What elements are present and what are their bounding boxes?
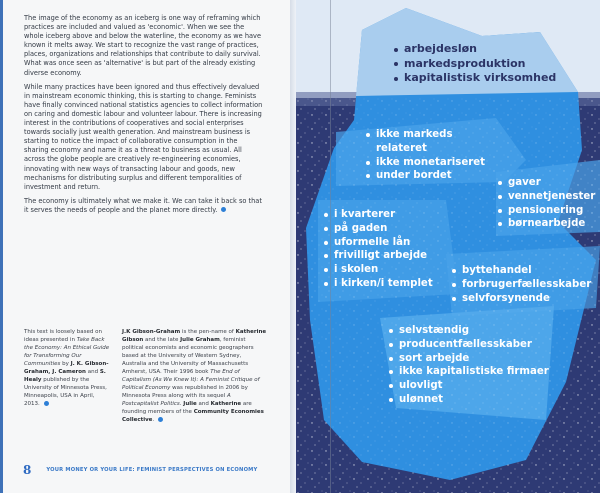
end-mark-icon	[44, 401, 49, 406]
below-water-group-d	[452, 264, 591, 305]
iceberg-illustration	[296, 0, 600, 493]
paragraph-2: While many practices have been ignored and thus effectively devalued in mainstream economic thinking, this is starting to change. Feminists have finally convinced national statistics agencies to collect information on caring and domestic labour and volunteer labour. There is increasing interest in the contributions of cooperatives and social enterprises towards socially just wealth generation. And mainstream business is starting to notice the impact of collaborative consumption in the sharing economy and name it as a threat to business as usual. All across the globe people are creatively re-engineering economies, innovating with new ways of transacting labour and goods, new mechanisms for distributing surplus and different temporalities of investment and return.	[24, 82, 263, 191]
below-water-group-a	[366, 128, 485, 183]
paragraph-3-text: The economy is ultimately what we make it. We can take it back so that it serves the needs of people and the planet more directly.	[24, 196, 262, 214]
page-footer	[23, 463, 258, 477]
list-item: sort arbejde	[389, 352, 549, 366]
bio-name: Julie Graham	[180, 337, 220, 343]
list-item: byttehandel	[452, 264, 591, 278]
bio-text: and	[196, 401, 211, 407]
bio-text: .	[152, 417, 155, 423]
list-item: børnearbejde	[498, 217, 595, 231]
list-item: producentfællesskaber	[389, 338, 549, 352]
end-mark-icon	[158, 417, 163, 422]
body-text	[24, 14, 264, 220]
page-gutter	[330, 0, 331, 493]
author-names: J. K. Gibson-Graham, J. Cameron	[24, 361, 109, 375]
bio-text: and the late	[143, 337, 181, 343]
bio-text: are founding members of the	[122, 401, 252, 415]
list-item: på gaden	[324, 222, 433, 236]
bio-text: was republished in 2006 by Minnesota Press along with its sequel	[122, 385, 248, 399]
list-item: pensionering	[498, 204, 595, 218]
list-item: ulønnet	[389, 393, 549, 407]
list-item: i kvarterer	[324, 208, 433, 222]
end-mark-icon	[221, 207, 226, 212]
list-item: selvforsynende	[452, 292, 591, 306]
bio-name: Katherine	[210, 401, 242, 407]
list-item: kapitalistisk virksomhed	[394, 71, 556, 86]
bio-name: Julie	[183, 401, 197, 407]
list-item: ikke monetariseret	[366, 156, 485, 170]
book-title: A Postcapitalist Politics.	[122, 393, 231, 407]
bio-name: Community Economies Collective	[122, 409, 264, 423]
author-bio	[122, 328, 267, 424]
below-water-group-c	[324, 208, 433, 291]
list-item: under bordet	[366, 169, 485, 183]
bio-name: Katherine Gibson	[122, 329, 267, 343]
note-text: and	[85, 369, 100, 375]
list-item: ikke markeds relateret	[366, 128, 466, 156]
above-water-list	[394, 42, 556, 86]
book-title: The End of Capitalism (As We Knew It): A Feminist Critique of Political Economy	[122, 369, 260, 391]
list-item: uformelle lån	[324, 236, 433, 250]
list-item: selvstændig	[389, 324, 549, 338]
bio-text: is the pen-name of	[180, 329, 236, 335]
paragraph-3	[24, 197, 264, 215]
running-title: YOUR MONEY OR YOUR LIFE: FEMINIST PERSPECTIVES ON ECONOMY	[46, 467, 258, 473]
list-item: i skolen	[324, 263, 433, 277]
list-item: ikke kapitalistiske firmaer	[389, 365, 549, 379]
book-title: Take Back the Economy: An Ethical Guide for Transforming Our Communities	[24, 337, 110, 367]
note-text: by	[60, 361, 71, 367]
list-item: markedsproduktion	[394, 57, 556, 72]
list-item: arbejdesløn	[394, 42, 556, 57]
note-text: published by the University of Minnesota Press, Minneapolis, USA in April, 2013.	[24, 377, 107, 407]
left-page	[0, 0, 290, 493]
below-water-group-b	[498, 176, 595, 231]
page-number: 8	[23, 463, 32, 477]
note-text: This text is loosely based on ideas presented in	[24, 329, 102, 343]
author-name: S. Healy	[24, 369, 106, 383]
bio-text: , feminist political economists and economic geographers based at the University of Western Sydney, Australia and the University of Massachusetts Amherst, USA. Their 1996 book	[122, 337, 254, 375]
bio-name: J.K Gibson-Graham	[122, 329, 181, 335]
list-item: forbrugerfællesskaber	[452, 278, 591, 292]
list-item: ulovligt	[389, 379, 549, 393]
list-item: frivilligt arbejde	[324, 249, 433, 263]
list-item: i kirken/i templet	[324, 277, 433, 291]
list-item: gaver	[498, 176, 595, 190]
below-water-group-e	[389, 324, 549, 407]
paragraph-1: The image of the economy as an iceberg is one way of reframing which practices are included and valued as 'economic'. When we see the whole iceberg above and below the waterline, the economy as we have known it melts away. We start to recognize the vast range of practices, places, organizations and relationships that contribute to daily survival. What was once seen as 'alternative' is but part of the already existing diverse economy.	[24, 14, 261, 77]
list-item: vennetjenester	[498, 190, 595, 204]
source-note	[24, 328, 110, 408]
